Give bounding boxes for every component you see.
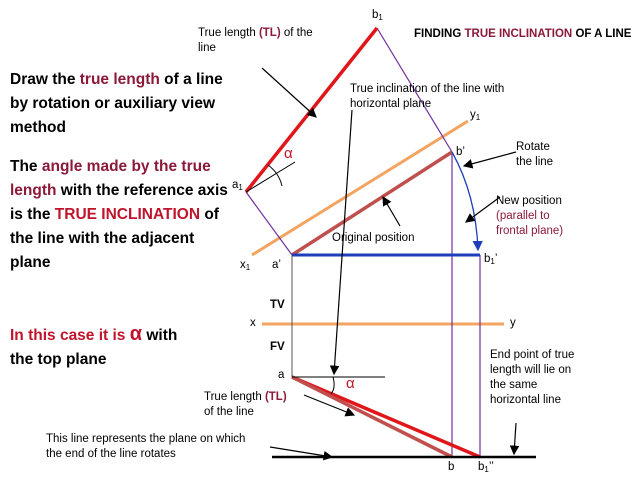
pointer-tl-top bbox=[262, 68, 316, 117]
pointer-original bbox=[383, 197, 400, 226]
label-a1: $a_1$ bbox=[232, 179, 243, 192]
annotation-new-position: New position (parallel to frontal plane) bbox=[496, 195, 564, 237]
annotation-rotate: Rotate the line bbox=[516, 141, 554, 168]
pointer-plane bbox=[270, 447, 332, 457]
annotation-endpoint: End point of true length will lie on the same horizontal line bbox=[490, 349, 575, 406]
pointer-rotate bbox=[464, 152, 516, 166]
label-y: y bbox=[510, 317, 516, 329]
annotation-tl-bottom: True length (TL) of the line bbox=[204, 391, 287, 418]
label-b1-prime: $b_1$’ bbox=[484, 253, 498, 266]
label-x: x bbox=[250, 317, 256, 329]
alpha-bottom: α bbox=[346, 375, 355, 392]
front-view-line bbox=[292, 377, 452, 457]
label-b1: $b_1$ bbox=[372, 9, 383, 22]
label-x1: $x_1$ bbox=[240, 259, 251, 272]
label-tv: TV bbox=[270, 299, 285, 311]
label-fv: FV bbox=[270, 341, 285, 353]
diagram-title: FINDING TRUE INCLINATION OF A LINE bbox=[414, 28, 632, 40]
label-b-prime: b’ bbox=[456, 146, 465, 158]
label-b: b bbox=[448, 461, 455, 473]
pointer-endpoint bbox=[514, 423, 516, 454]
angle-arc-top bbox=[268, 165, 282, 186]
label-y1: $y_1$ bbox=[470, 109, 481, 122]
annotation-plane: This line represents the plane on which the end of the line rotates bbox=[46, 433, 246, 460]
annotation-true-inclination: True inclination of the line with horizontal plane bbox=[350, 83, 505, 110]
annotation-tl-top: True length (TL) of the line bbox=[198, 27, 313, 54]
alpha-top: α bbox=[284, 145, 293, 162]
side-paragraph-2: The angle made by the true length with the reference axis is the TRUE INCLINATION of the line with the adjacent plane bbox=[10, 158, 228, 271]
side-paragraph-1: Draw the true length of a line by rotation or auxiliary view method bbox=[10, 71, 223, 136]
label-a: a bbox=[278, 369, 285, 381]
label-a-prime: a’ bbox=[272, 259, 281, 271]
side-paragraph-3: In this case it is α with the top plane bbox=[10, 323, 178, 368]
angle-arc-bottom bbox=[331, 377, 334, 394]
annotation-original-position: Original position bbox=[332, 232, 415, 244]
label-b1-double-prime: $b_1$’’ bbox=[478, 461, 494, 474]
rotation-arc bbox=[452, 152, 478, 250]
